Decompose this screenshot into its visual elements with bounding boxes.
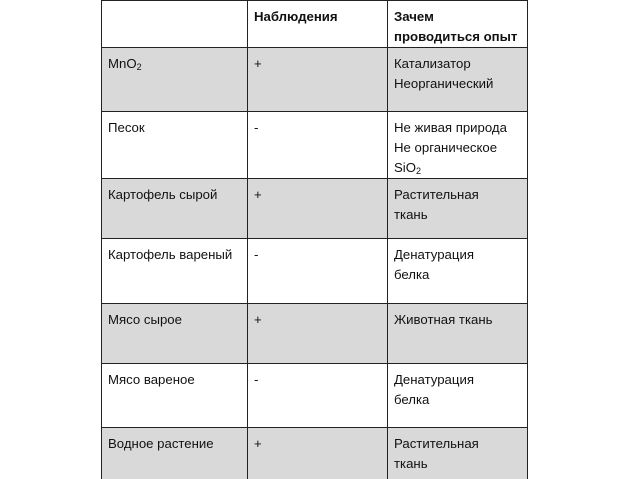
formula-subscript: 2 <box>415 166 421 176</box>
purpose-line: белка <box>394 392 430 407</box>
purpose-line: Не живая природа <box>394 120 507 135</box>
observation-cell: - <box>248 239 388 304</box>
purpose-line: ткань <box>394 456 428 471</box>
purpose-formula-line <box>394 158 521 178</box>
table-row <box>102 48 528 112</box>
table-row <box>102 428 528 479</box>
table-row <box>102 304 528 364</box>
table-row <box>102 239 528 304</box>
purpose-line: ткань <box>394 207 428 222</box>
substance-cell: Водное растение <box>102 428 248 479</box>
substance-cell <box>102 48 248 112</box>
substance-cell: Мясо вареное <box>102 364 248 428</box>
purpose-line: Неорганический <box>394 76 494 91</box>
observation-cell: - <box>248 364 388 428</box>
purpose-line: белка <box>394 267 430 282</box>
purpose-cell <box>388 304 528 364</box>
purpose-cell <box>388 239 528 304</box>
purpose-cell <box>388 48 528 112</box>
table-row <box>102 112 528 179</box>
observation-cell: + <box>248 428 388 479</box>
substance-formula: MnO <box>108 56 137 71</box>
header-empty-cell <box>102 1 248 48</box>
observation-cell: + <box>248 48 388 112</box>
purpose-cell <box>388 428 528 479</box>
observation-cell: + <box>248 179 388 239</box>
purpose-cell <box>388 112 528 179</box>
purpose-line: Растительная <box>394 436 479 451</box>
purpose-cell <box>388 364 528 428</box>
substance-cell: Картофель сырой <box>102 179 248 239</box>
header-observations: Наблюдения <box>248 1 388 48</box>
observation-cell: + <box>248 304 388 364</box>
table-row <box>102 364 528 428</box>
purpose-formula: SiO <box>394 160 416 175</box>
purpose-line: Не органическое <box>394 140 498 155</box>
table-row <box>102 179 528 239</box>
purpose-line: Денатурация <box>394 372 474 387</box>
purpose-line: Денатурация <box>394 247 474 262</box>
substance-cell: Песок <box>102 112 248 179</box>
observation-cell: - <box>248 112 388 179</box>
table-header-row <box>102 1 528 48</box>
header-purpose: Зачем проводиться опыт <box>388 1 528 48</box>
purpose-cell <box>388 179 528 239</box>
substance-cell: Картофель вареный <box>102 239 248 304</box>
substance-cell: Мясо сырое <box>102 304 248 364</box>
purpose-line: Животная ткань <box>394 312 493 327</box>
experiment-table <box>101 0 528 479</box>
formula-subscript: 2 <box>136 62 142 72</box>
purpose-line: Растительная <box>394 187 479 202</box>
purpose-line: Катализатор <box>394 56 471 71</box>
